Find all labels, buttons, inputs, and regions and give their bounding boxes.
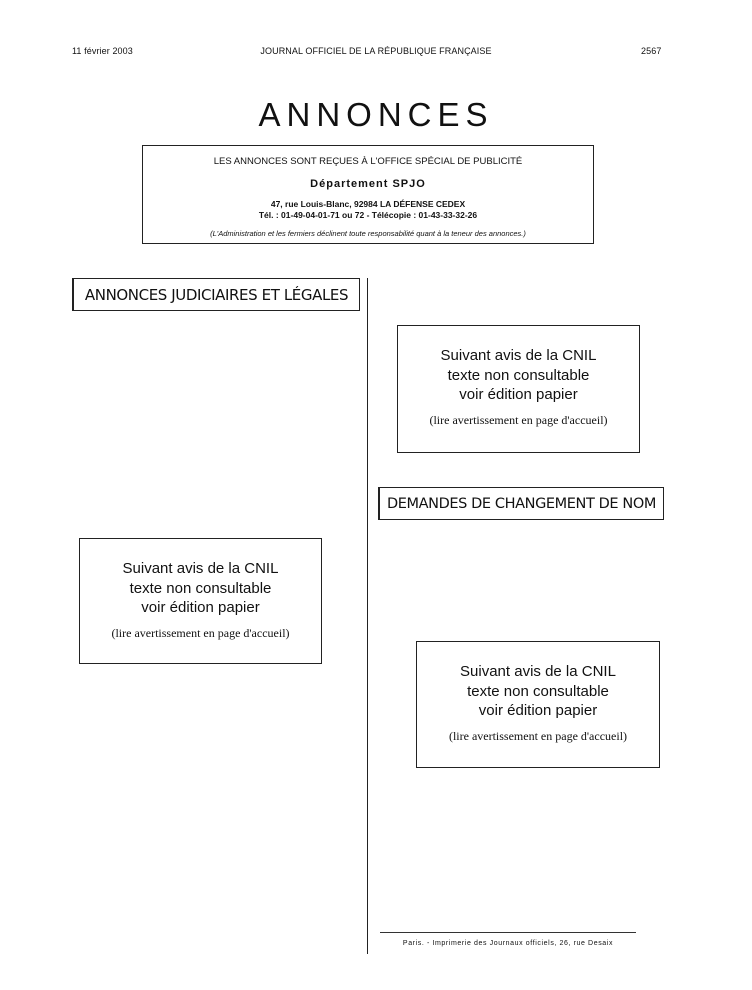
info-reception-line: LES ANNONCES SONT REÇUES À L'OFFICE SPÉCIAL DE PUBLICITÉ xyxy=(213,156,523,167)
cnil-notice-line: voir édition papier xyxy=(459,386,578,403)
cnil-notice-warning: (lire avertissement en page d'accueil) xyxy=(448,728,628,743)
cnil-notice-box xyxy=(397,325,640,453)
cnil-notice-line: Suivant avis de la CNIL xyxy=(460,663,616,680)
cnil-notice-warning: (lire avertissement en page d'accueil) xyxy=(111,625,290,640)
section-header-judicial-legal: ANNONCES JUDICIAIRES ET LÉGALES xyxy=(72,278,360,311)
info-phone-line: Tél. : 01-49-04-01-71 ou 72 - Télécopie : 01-43-33-32-26 xyxy=(258,210,478,220)
header-date: 11 février 2003 xyxy=(72,46,133,56)
column-divider xyxy=(367,278,368,954)
cnil-notice-line: voir édition papier xyxy=(141,599,260,616)
publicity-office-info-box xyxy=(142,145,594,244)
section-header-name-change: DEMANDES DE CHANGEMENT DE NOM xyxy=(378,487,664,520)
footer-imprint: Paris. - Imprimerie des Journaux officiels, 26, rue Desaix xyxy=(402,940,614,947)
cnil-notice-warning: (lire avertissement en page d'accueil) xyxy=(429,412,608,427)
page-title: ANNONCES xyxy=(258,96,494,133)
cnil-notice-line: texte non consultable xyxy=(447,366,590,384)
cnil-notice-line: texte non consultable xyxy=(467,682,609,700)
cnil-notice-line: voir édition papier xyxy=(478,702,598,719)
info-department-line: Département SPJO xyxy=(310,178,426,190)
cnil-notice-box xyxy=(416,641,660,768)
cnil-notice-line: Suivant avis de la CNIL xyxy=(440,347,597,364)
cnil-notice-box xyxy=(79,538,322,664)
info-address-line: 47, rue Louis-Blanc, 92984 LA DÉFENSE CEDEX xyxy=(270,199,466,209)
header-page-number: 2567 xyxy=(641,46,662,56)
footer-rule xyxy=(380,932,636,933)
header-publication-title: JOURNAL OFFICIEL DE LA RÉPUBLIQUE FRANÇAISE xyxy=(260,46,492,56)
cnil-notice-line: Suivant avis de la CNIL xyxy=(122,560,279,577)
cnil-notice-line: texte non consultable xyxy=(129,579,272,597)
info-disclaimer-line: (L'Administration et les fermiers déclinent toute responsabilité quant à la teneur des annonces.) xyxy=(210,229,526,238)
